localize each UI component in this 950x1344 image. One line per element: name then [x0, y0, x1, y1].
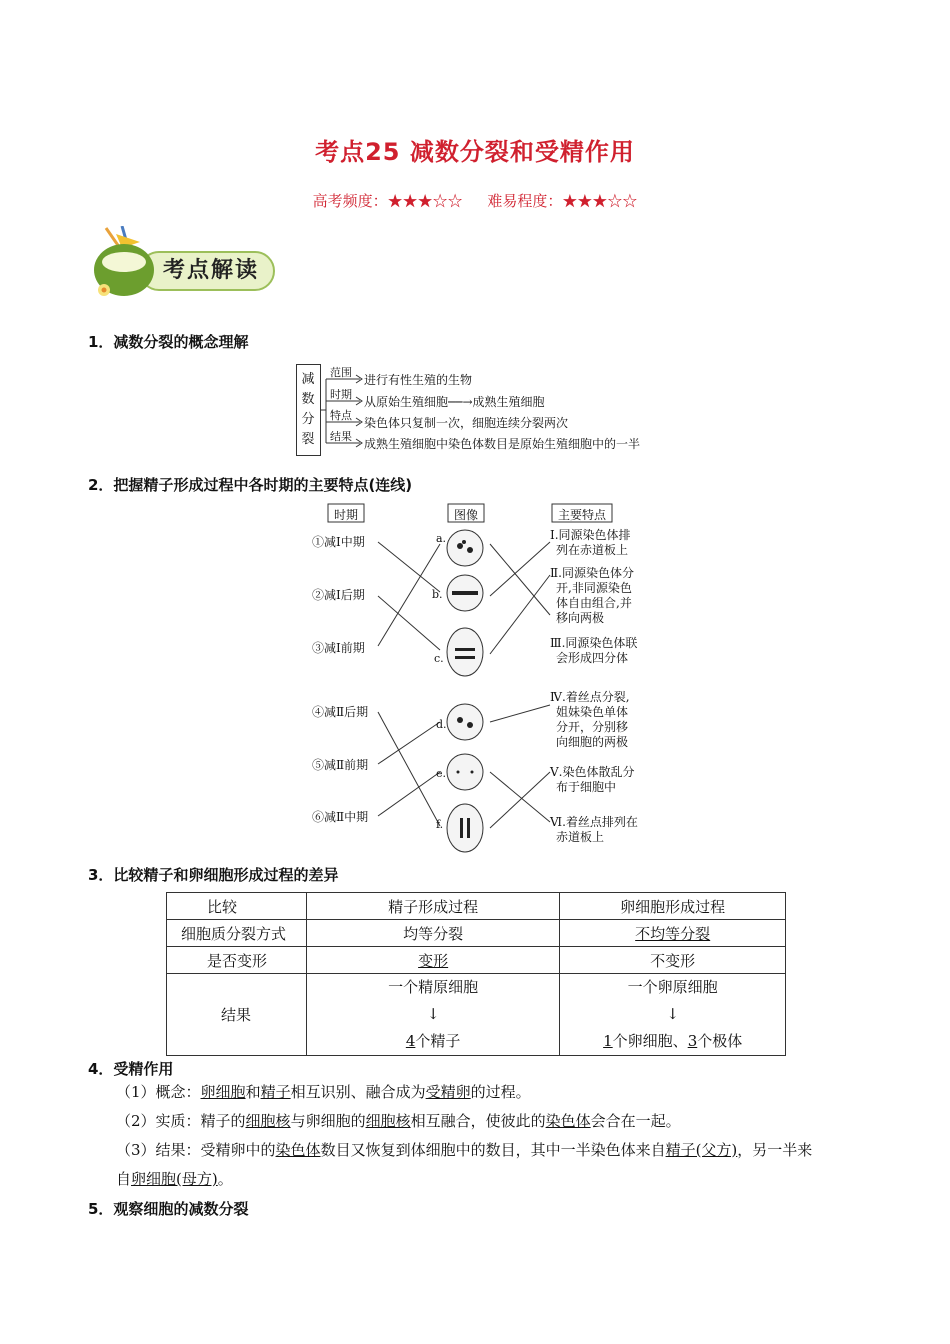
frequency-rating: 高考频度：★★★☆☆ [312, 192, 463, 210]
table-header-cell: 精子形成过程 [306, 893, 560, 920]
result-line: 一个卵原细胞 [627, 978, 718, 996]
fertilization-essence [116, 1107, 876, 1136]
period-label: ②减Ⅰ后期 [312, 588, 365, 602]
feature-text [550, 690, 630, 750]
feature-line: 分开，分别移 [556, 720, 629, 734]
result-text: 个精子 [415, 1032, 461, 1050]
concept-key: 时期 [330, 388, 352, 401]
table-header-cell: 比较 [167, 893, 307, 920]
section-badge [88, 226, 278, 302]
fertilization-result-cont [116, 1165, 876, 1194]
concept-value: 染色体只复制一次，细胞连续分裂两次 [364, 416, 569, 430]
text-span: 与卵细胞的 [290, 1112, 366, 1130]
period-label: ⑤减Ⅱ前期 [312, 758, 369, 772]
text-span: 相互融合，使彼此的 [410, 1112, 546, 1130]
table-cell [306, 974, 560, 1056]
result-line: 一个精原细胞 [388, 978, 479, 996]
matching-diagram [300, 500, 660, 856]
table-answer: 不均等分裂 [635, 924, 711, 943]
table-answer: 1 [603, 1032, 613, 1050]
fertilization-result [116, 1136, 876, 1165]
text-span: 会合在一起。 [590, 1112, 681, 1130]
table-cell: 是否变形 [167, 947, 307, 974]
text-span: 自 [116, 1170, 132, 1188]
feature-line: Ⅲ.同源染色体联 [550, 636, 638, 650]
col-header-period: 时期 [333, 508, 358, 522]
result-arrow: ↓ [666, 1005, 679, 1023]
text-span: 的过程。 [470, 1083, 531, 1101]
concept-key: 特点 [330, 409, 352, 422]
concept-char: 裂 [301, 432, 315, 447]
section-1-heading: 1．减数分裂的概念理解 [88, 333, 249, 351]
feature-line: Ⅱ.同源染色体分 [550, 566, 634, 580]
table-answer: 变形 [418, 951, 449, 970]
feature-line: 赤道板上 [556, 830, 605, 844]
period-label: ①减Ⅰ中期 [312, 535, 365, 549]
result-line [315, 1028, 552, 1055]
concept-value: 从原始生殖细胞──→成熟生殖细胞 [364, 395, 545, 409]
text-span: （2）实质：精子的 [116, 1112, 246, 1130]
feature-line: 布于细胞中 [556, 780, 617, 794]
key-term: 精子 [260, 1083, 291, 1101]
comparison-table [166, 892, 786, 1056]
difficulty-rating [0, 190, 950, 211]
feature-line: 开,非同源染色 [556, 581, 632, 595]
concept-char: 数 [301, 392, 315, 407]
table-answer: 3 [687, 1032, 698, 1050]
result-arrow: ↓ [426, 1005, 440, 1023]
text-span: 和 [245, 1083, 261, 1101]
section-2-heading: 2．把握精子形成过程中各时期的主要特点(连线) [88, 476, 413, 494]
key-term: 细胞核 [365, 1112, 411, 1130]
image-label: e. [436, 767, 447, 780]
period-label: ④减Ⅱ后期 [312, 705, 369, 719]
table-cell: 不变形 [560, 947, 786, 974]
key-term: 染色体 [275, 1141, 321, 1159]
table-cell [306, 947, 560, 974]
feature-text [550, 815, 638, 845]
image-label: f. [436, 818, 444, 831]
feature-line: Ⅰ.同源染色体排 [550, 528, 631, 542]
result-line [568, 1028, 777, 1055]
feature-line: 体自由组合,并 [556, 596, 632, 610]
key-term: 受精卵 [425, 1083, 471, 1101]
feature-line: Ⅵ.着丝点排列在 [550, 815, 638, 829]
table-header-cell: 卵细胞形成过程 [560, 893, 786, 920]
section-4-heading: 4．受精作用 [88, 1060, 174, 1078]
feature-text [550, 528, 631, 558]
concept-char: 减 [301, 372, 315, 387]
image-label: b. [432, 588, 443, 601]
key-term: 卵细胞 [200, 1083, 246, 1101]
table-answer: 4 [405, 1032, 416, 1050]
text-span: ，另一半来 [737, 1141, 813, 1159]
text-span: 数目又恢复到体细胞中的数目，其中一半染色体来自 [320, 1141, 666, 1159]
col-header-image: 图像 [453, 508, 478, 522]
feature-line: 向细胞的两极 [556, 735, 629, 749]
difficulty-level: 难易程度：★★★☆☆ [487, 192, 638, 210]
text-span: （1）概念： [116, 1083, 201, 1101]
concept-key: 结果 [330, 430, 352, 443]
table-row [167, 974, 786, 1056]
table-row [167, 920, 786, 947]
col-header-feature: 主要特点 [557, 508, 606, 522]
feature-text [550, 765, 634, 795]
feature-line: 列在赤道板上 [556, 543, 629, 557]
feature-line: Ⅳ.着丝点分裂, [550, 690, 630, 704]
concept-char: 分 [301, 412, 315, 427]
text-span: 相互识别、融合成为 [290, 1083, 426, 1101]
result-text: 个卵细胞、 [612, 1032, 688, 1050]
fertilization-concept [116, 1078, 876, 1107]
table-cell [560, 974, 786, 1056]
image-label: d. [436, 718, 447, 731]
section-3-heading: 3．比较精子和卵细胞形成过程的差异 [88, 866, 339, 884]
table-cell: 结果 [167, 974, 307, 1056]
period-label: ③减Ⅰ前期 [312, 641, 365, 655]
concept-value: 进行有性生殖的生物 [364, 373, 473, 387]
feature-line: 会形成四分体 [556, 651, 629, 665]
table-cell [560, 920, 786, 947]
table-row [167, 947, 786, 974]
meiosis-concept-diagram [296, 364, 661, 458]
feature-line: 姐妹染色单体 [556, 705, 629, 719]
feature-text [550, 636, 637, 666]
key-term: 细胞核 [245, 1112, 291, 1130]
key-term: 精子(父方) [665, 1141, 738, 1159]
text-span: （3）结果：受精卵中的 [116, 1141, 276, 1159]
feature-line: Ⅴ.染色体散乱分 [550, 765, 635, 779]
concept-key: 范围 [330, 366, 352, 379]
concept-value: 成熟生殖细胞中染色体数目是原始生殖细胞中的一半 [364, 437, 641, 451]
image-label: c. [434, 652, 444, 665]
page-title: 考点25 减数分裂和受精作用 [315, 138, 635, 166]
table-row [167, 893, 786, 920]
badge-label: 考点解读 [162, 258, 259, 283]
feature-line: 移向两极 [556, 611, 605, 625]
feature-text [550, 566, 634, 626]
image-label: a. [436, 532, 447, 545]
period-label: ⑥减Ⅱ中期 [312, 810, 369, 824]
key-term: 卵细胞(母方) [131, 1170, 218, 1188]
result-text: 个极体 [697, 1032, 743, 1050]
section-5-heading: 5．观察细胞的减数分裂 [88, 1200, 249, 1218]
table-cell: 细胞质分裂方式 [167, 920, 307, 947]
text-span: 。 [217, 1170, 233, 1188]
key-term: 染色体 [545, 1112, 591, 1130]
table-cell: 均等分裂 [306, 920, 560, 947]
